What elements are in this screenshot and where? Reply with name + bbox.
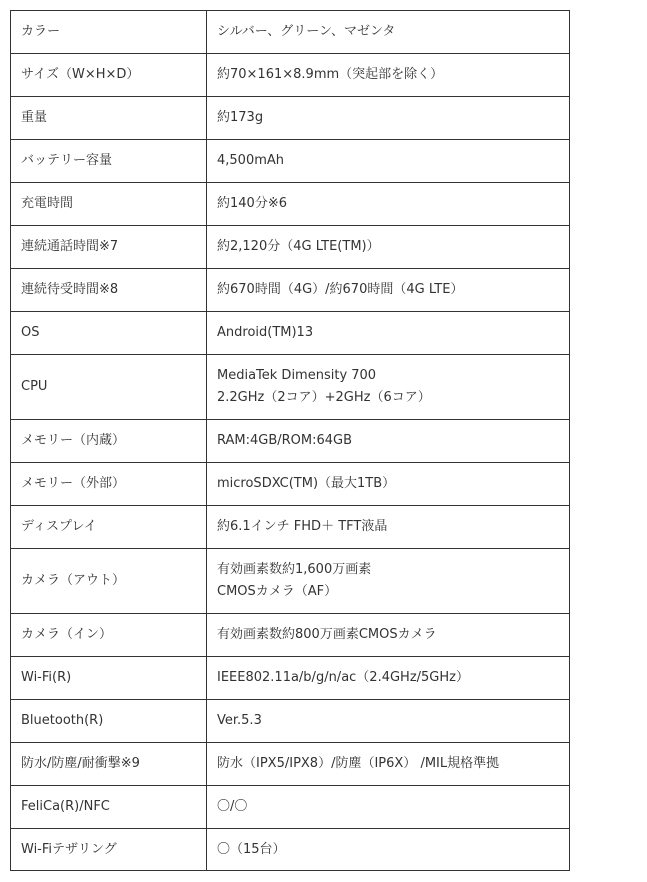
spec-label: Bluetooth(R) [11,700,207,743]
spec-value [207,657,570,700]
spec-row [11,657,570,700]
spec-row [11,54,570,97]
spec-value [207,549,570,614]
spec-label: 重量 [11,97,207,140]
spec-value [207,743,570,786]
spec-value [207,183,570,226]
spec-value [207,226,570,269]
spec-value-line: 約140分※6 [217,196,287,211]
spec-label: カメラ（イン） [11,614,207,657]
spec-label: FeliCa(R)/NFC [11,786,207,829]
spec-value-line: CMOSカメラ（AF） [217,584,338,599]
spec-value-line: 2.2GHz（2コア）+2GHz（6コア） [217,390,431,405]
spec-value [207,506,570,549]
spec-value-line: シルバー、グリーン、マゼンタ [217,24,396,39]
spec-label: 充電時間 [11,183,207,226]
spec-row [11,829,570,871]
spec-label: Wi-Fiテザリング [11,829,207,871]
spec-row [11,743,570,786]
spec-value-line: 約2,120分（4G LTE(TM)） [217,239,380,254]
spec-value-line: 有効画素数約1,600万画素 [217,562,372,577]
spec-label: メモリー（内蔵） [11,420,207,463]
spec-label: 連続通話時間※7 [11,226,207,269]
spec-value [207,614,570,657]
spec-value-line: RAM:4GB/ROM:64GB [217,433,353,448]
spec-row [11,506,570,549]
spec-row [11,269,570,312]
spec-label: メモリー（外部） [11,463,207,506]
spec-row [11,97,570,140]
spec-label: 防水/防塵/耐衝撃※9 [11,743,207,786]
spec-row [11,549,570,614]
spec-value-line: 4,500mAh [217,153,285,168]
spec-label: 連続待受時間※8 [11,269,207,312]
spec-row [11,226,570,269]
spec-table-body [11,11,570,871]
spec-value-line: 約670時間（4G）/約670時間（4G LTE） [217,282,464,297]
spec-label: ディスプレイ [11,506,207,549]
spec-row [11,786,570,829]
spec-row [11,11,570,54]
spec-label: カメラ（アウト） [11,549,207,614]
spec-table [10,10,570,871]
spec-value-line: IEEE802.11a/b/g/n/ac（2.4GHz/5GHz） [217,670,469,685]
spec-value-line: 約173g [217,110,264,125]
spec-label: OS [11,312,207,355]
spec-value [207,312,570,355]
spec-row [11,463,570,506]
spec-value [207,829,570,871]
spec-value-line: 〇/〇 [217,799,248,814]
spec-row [11,140,570,183]
spec-value-line: 約6.1インチ FHD＋ TFT液晶 [217,519,388,534]
spec-row [11,355,570,420]
spec-value-line: 防水（IPX5/IPX8）/防塵（IP6X） /MIL規格準拠 [217,756,500,771]
spec-value [207,269,570,312]
spec-value [207,11,570,54]
spec-label: バッテリー容量 [11,140,207,183]
spec-row [11,700,570,743]
spec-value-line: Android(TM)13 [217,325,314,340]
spec-value [207,54,570,97]
spec-label: Wi-Fi(R) [11,657,207,700]
spec-value [207,355,570,420]
spec-label: CPU [11,355,207,420]
spec-row [11,420,570,463]
spec-value-line: MediaTek Dimensity 700 [217,368,377,383]
spec-value-line: 〇（15台） [217,841,286,857]
spec-value [207,463,570,506]
spec-value-line: Ver.5.3 [217,713,262,728]
spec-label: カラー [11,11,207,54]
spec-label: サイズ（W×H×D） [11,54,207,97]
spec-value [207,786,570,829]
spec-value-line: 約70×161×8.9mm（突起部を除く） [217,67,444,82]
spec-value-line: 有効画素数約800万画素CMOSカメラ [217,627,437,642]
spec-value [207,420,570,463]
spec-value-line: microSDXC(TM)（最大1TB） [217,476,396,491]
spec-value [207,97,570,140]
spec-row [11,614,570,657]
spec-row [11,183,570,226]
spec-value [207,140,570,183]
spec-value [207,700,570,743]
spec-row [11,312,570,355]
